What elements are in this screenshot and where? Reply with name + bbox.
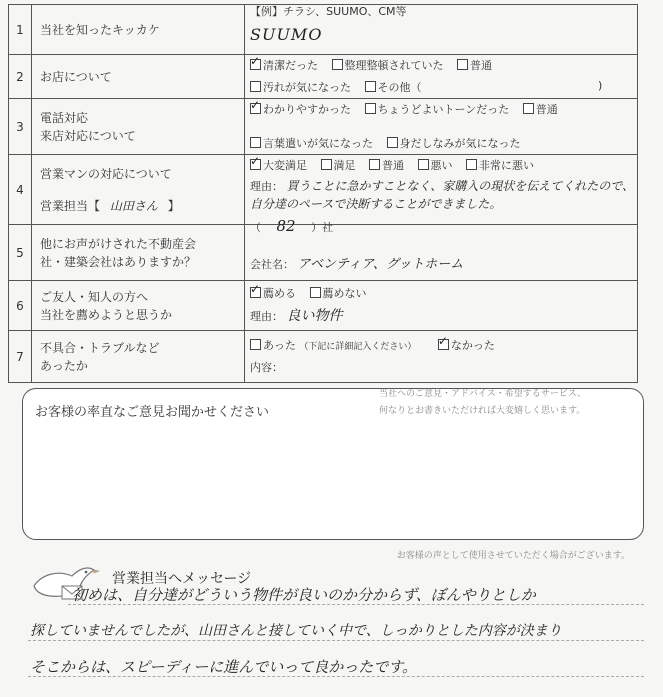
answer-cell[interactable]: [245, 331, 638, 383]
options-row: [250, 101, 633, 117]
options-row-2: [250, 135, 633, 151]
option-satisfied[interactable]: 満足: [321, 159, 356, 172]
handwritten-message-line-2: 探していませんでしたが、山田さんと接していく中で、しっかりとした内容が決まり: [30, 623, 562, 639]
opinion-title: お客様の率直なご意見お聞かせください: [35, 405, 270, 420]
answer-cell[interactable]: [245, 5, 638, 55]
sales-rep-name: 山田さん: [109, 198, 158, 213]
row-number: 4: [9, 155, 32, 225]
option-appearance[interactable]: 身だしなみが気になった: [387, 137, 521, 150]
checkbox[interactable]: [250, 81, 261, 92]
sales-rep-line: 営業担当【 山田さん 】: [40, 198, 180, 213]
reason-line: 理由： 良い物件: [250, 308, 343, 324]
option-wording[interactable]: 言葉遣いが気になった: [250, 137, 373, 150]
options-row: [250, 157, 633, 173]
checkbox[interactable]: [365, 103, 376, 114]
option-very-bad[interactable]: 非常に悪い: [466, 159, 534, 172]
checkbox[interactable]: [321, 159, 332, 170]
row-4: [9, 155, 638, 225]
question-line: あったか: [40, 358, 88, 373]
option-no[interactable]: ✓ なかった: [438, 339, 495, 352]
option-organized[interactable]: 整理整頓されていた: [332, 59, 444, 72]
question: [32, 281, 245, 331]
row-2: [9, 55, 638, 99]
message-section: [28, 548, 654, 693]
question-line: 来店対応について: [40, 128, 136, 143]
question: [32, 99, 245, 155]
message-note: お客様の声として使用させていただく場合がございます。: [396, 551, 630, 561]
company-line: 会社名： アベンティア、グットホーム: [250, 257, 464, 272]
option-yes-note: （下記に詳細記入ください）: [299, 342, 417, 352]
option-recommend[interactable]: ✓薦める: [250, 287, 296, 300]
row-number: 3: [9, 99, 32, 155]
close-paren: ): [598, 79, 603, 92]
handwritten-message-line-1: 初めは、自分達がどういう物件が良いのか分からず、ぼんやりとしか: [72, 586, 536, 604]
option-not-recommend[interactable]: 薦めない: [310, 287, 367, 300]
opinion-note: 当社へのご意見・アドバイス・希望するサービス、 何なりとお書きいただければ大変嬉しく思います。: [379, 389, 587, 416]
row-number: 5: [9, 225, 32, 281]
options-row: [250, 285, 633, 301]
checkbox[interactable]: [365, 81, 376, 92]
option-clear[interactable]: ✓わかりやすかった: [250, 103, 351, 116]
handwritten-reason: 買うことに急かすことなく、家購入の現状を伝えてくれたので、: [286, 179, 635, 193]
opinion-box[interactable]: [22, 388, 644, 540]
question-line: 社・建築会社はありますか？: [40, 254, 197, 269]
checkbox-checked[interactable]: [250, 287, 261, 298]
question-line: 他にお声がけされた不動産会: [40, 236, 197, 251]
row-number: 7: [9, 331, 32, 383]
checkbox[interactable]: [250, 339, 261, 350]
handwritten-message-line-3: そこからは、スピーディーに進んでいって良かったです。: [30, 658, 418, 676]
option-yes[interactable]: あった: [250, 339, 296, 352]
checkbox[interactable]: [457, 59, 468, 70]
count-line: （ 82 ）社: [250, 217, 334, 235]
row-number: 1: [9, 5, 32, 55]
content-line: 内容：: [250, 361, 283, 374]
handwritten-reason-2: 自分達のペースで決断することができました。: [250, 197, 502, 211]
handwritten-reason: 良い物件: [286, 308, 343, 324]
reason-line: 理由： 買うことに急かすことなく、家購入の現状を伝えてくれたので、: [250, 179, 635, 193]
question-line: 電話対応: [40, 110, 89, 125]
checkbox[interactable]: [418, 159, 429, 170]
handwritten-companies: アベンティア、グットホーム: [297, 257, 464, 272]
question-line: 不具合・トラブルなど: [40, 340, 160, 355]
survey-table: [8, 4, 638, 383]
checkbox[interactable]: [466, 159, 477, 170]
checkbox-checked[interactable]: [250, 103, 261, 114]
option-clean[interactable]: ✓清潔だった: [250, 59, 318, 72]
row-number: 6: [9, 281, 32, 331]
option-normal[interactable]: 普通: [523, 103, 558, 116]
answer-cell[interactable]: [245, 217, 638, 281]
question: [32, 331, 245, 383]
example-text: 【例】チラシ、SUUMO、CM等: [250, 5, 407, 18]
option-tone[interactable]: ちょうどよいトーンだった: [365, 103, 510, 116]
option-normal[interactable]: 普通: [369, 159, 404, 172]
row-3: [9, 99, 638, 155]
question-line: 営業マンの対応について: [40, 166, 172, 181]
checkbox[interactable]: [310, 287, 321, 298]
row-6: [9, 281, 638, 331]
option-normal[interactable]: 普通: [457, 59, 492, 72]
option-very-satisfied[interactable]: ✓大変満足: [250, 159, 307, 172]
options-row: [250, 57, 633, 73]
checkbox-checked[interactable]: [250, 59, 261, 70]
ruled-line: [28, 640, 644, 642]
question: お店について: [32, 55, 245, 99]
row-7: [9, 331, 638, 383]
question: 当社を知ったキッカケ: [32, 5, 245, 55]
handwritten-answer: SUUMO: [250, 25, 323, 44]
options-row: [250, 337, 633, 353]
checkbox-checked[interactable]: [438, 339, 449, 350]
row-1: [9, 5, 638, 55]
options-row-2: [250, 79, 633, 95]
question-line: ご友人・知人の方へ: [40, 289, 149, 304]
question: [32, 225, 245, 281]
checkbox[interactable]: [332, 59, 343, 70]
handwritten-count: 82: [276, 217, 296, 235]
option-other[interactable]: その他（: [365, 81, 422, 94]
checkbox[interactable]: [369, 159, 380, 170]
row-number: 2: [9, 55, 32, 99]
checkbox[interactable]: [523, 103, 534, 114]
checkbox[interactable]: [250, 137, 261, 148]
message-title: 営業担当へメッセージ: [112, 571, 252, 587]
question: [32, 155, 245, 225]
checkbox-checked[interactable]: [250, 159, 261, 170]
question-line: 当社を薦めようと思うか: [40, 307, 173, 322]
checkbox[interactable]: [387, 137, 398, 148]
row-5: [9, 225, 638, 281]
answer-cell[interactable]: [245, 55, 638, 99]
answer-cell[interactable]: [245, 155, 638, 225]
option-dirty[interactable]: 汚れが気になった: [250, 81, 351, 94]
answer-cell[interactable]: [245, 99, 638, 155]
option-bad[interactable]: 悪い: [418, 159, 453, 172]
answer-cell[interactable]: [245, 281, 638, 331]
